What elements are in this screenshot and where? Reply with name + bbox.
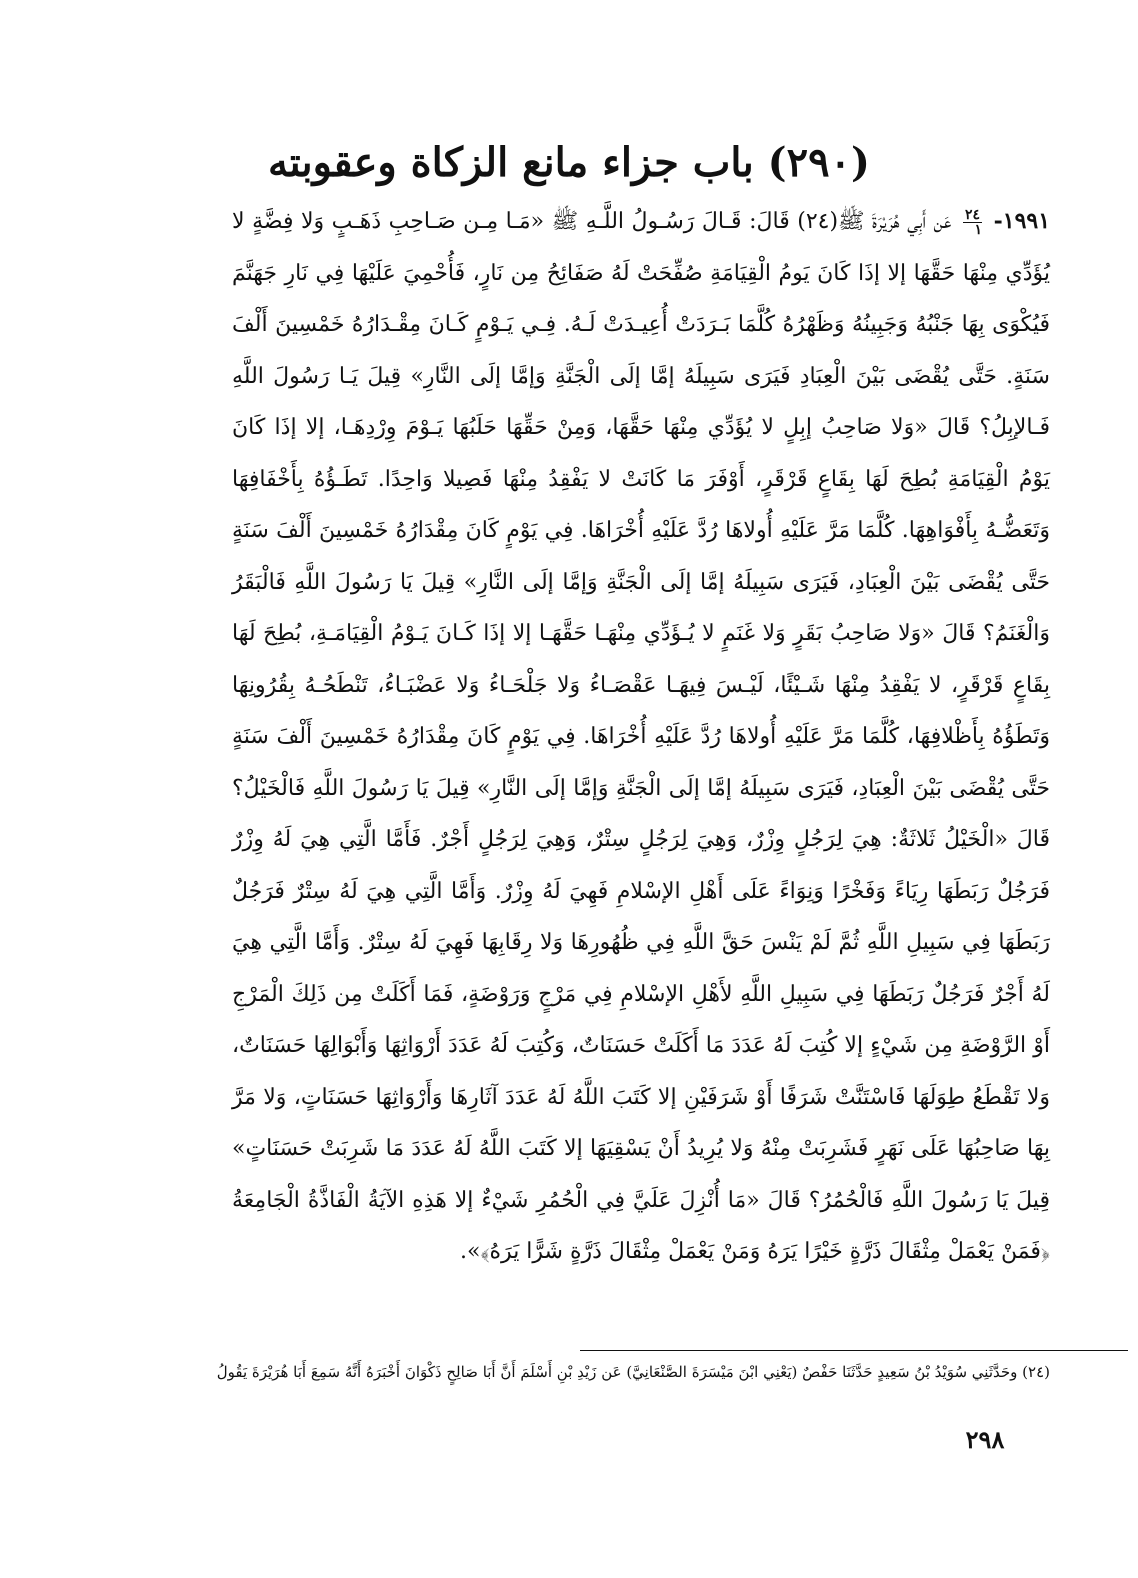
chapter-title: (٢٩٠) باب جزاء مانع الزكاة وعقوبته [268,138,870,186]
page-number: ٢٩٨ [965,1425,1005,1454]
footnote: (٢٤) وحَدَّثَنِي سُوَيْدُ بْنُ سَعِيدٍ حَدَّثَنَا حَفْصٌ (يَعْنِي ابْنَ مَيْسَرَةَ الصَّنْعَانِيَّ) عَن زَيْدِ بْنِ أَسْلَمَ أَنَّ أَبَا صَالِحٍ ذَكْوَانَ أَخْبَرَهُ أَنَّهُ سَمِعَ أَبَا هُرَيْرَةَ يَقُولُ [216,1363,1050,1381]
hadith-text: عَن أَبِي هُرَيْرَةَ ﷺ(٢٤) قَالَ: قَـالَ رَسُـولُ اللَّـهِ ﷺ «مَـا مِـن صَـاحِبِ ذَهَـبٍ وَلا فِضَّةٍ لا يُؤَدِّي مِنْهَا حَقَّهَا إلا إذَا كَانَ يَومُ الْقِيَامَةِ صُفِّحَتْ لَهُ صَفَائِحُ مِن نَارٍ، فَأُحْمِيَ عَلَيْهَا فِي نَارِ جَهَنَّمَ فَيُكْوَى بِهَا جَنْبُهُ وَجَبِينُهُ وَظَهْرُهُ كُلَّمَا بَـرَدَتْ أُعِيـدَتْ لَـهُ. فِـي يَـوْمٍ كَـانَ مِقْـدَارُهُ خَمْسِينَ أَلْفَ سَنَةٍ. حَتَّى يُقْضَى بَيْنَ الْعِبَادِ فَيَرَى سَبِيلَهُ إمَّا إلَى الْجَنَّةِ وَإمَّا إلَى النَّارِ» قِيلَ يَـا رَسُولَ اللَّهِ فَـالإبِلُ؟ قَالَ «وَلا صَاحِبُ إبِلٍ لا يُؤَدِّي مِنْهَا حَقَّهَا، وَمِنْ حَقِّهَا حَلَبُهَا يَـوْمَ وِرْدِهَـا، إلا إذَا كَانَ يَوْمُ الْقِيَامَةِ بُطِحَ لَهَا بِقَاعٍ قَرْقَرٍ، أَوْفَرَ مَا كَانَتْ لا يَفْقِدُ مِنْهَا فَصِيلا وَاحِدًا. تَطَـؤُهُ بِأَخْفَافِهَا وَتَعَضُّـهُ بِأَفْوَاهِهَا. كُلَّمَا مَرَّ عَلَيْهِ أُولاهَا رُدَّ عَلَيْهِ أُخْرَاهَا. فِي يَوْمٍ كَانَ مِقْدَارُهُ خَمْسِينَ أَلْفَ سَنَةٍ حَتَّى يُقْضَى بَيْنَ الْعِبَادِ، فَيَرَى سَبِيلَهُ إمَّا إلَى الْجَنَّةِ وَإمَّا إلَى النَّارِ» قِيلَ يَا رَسُولَ اللَّهِ فَالْبَقَرُ وَالْغَنَمُ؟ قَالَ «وَلا صَاحِبُ بَقَرٍ وَلا غَنَمٍ لا يُـؤَدِّي مِنْهَـا حَقَّهَـا إلا إذَا كَـانَ يَـوْمُ الْقِيَامَـةِ، بُطِحَ لَهَا بِقَاعٍ قَرْقَرٍ، لا يَفْقِدُ مِنْهَا شَـيْئًا، لَيْـسَ فِيهَـا عَقْصَـاءُ وَلا جَلْحَـاءُ وَلا عَضْبَـاءُ، تَنْطَحُـهُ بِقُرُونِهَا وَتَطَؤُهُ بِأَظْلافِهَا، كُلَّمَا مَرَّ عَلَيْهِ أُولاهَا رُدَّ عَلَيْهِ أُخْرَاهَا. فِي يَوْمٍ كَانَ مِقْدَارُهُ خَمْسِينَ أَلْفَ سَنَةٍ حَتَّى يُقْضَى بَيْنَ الْعِبَادِ، فَيَرَى سَبِيلَهُ إمَّا إلَى الْجَنَّةِ وَإمَّا إلَى النَّارِ» قِيلَ يَا رَسُولَ اللَّهِ فَالْخَيْلُ؟ قَالَ «الْخَيْلُ ثَلاثَةٌ: هِيَ لِرَجُلٍ وِزْرٌ، وَهِيَ لِرَجُلٍ سِتْرٌ، وَهِيَ لِرَجُلٍ أَجْرٌ. فَأَمَّا الَّتِي هِيَ لَهُ وِزْرٌ فَرَجُلٌ رَبَطَهَا رِيَاءً وَفَخْرًا وَنِوَاءً عَلَى أَهْلِ الإسْلامِ فَهِيَ لَهُ وِزْرٌ. وَأَمَّا الَّتِي هِيَ لَهُ سِتْرٌ فَرَجُلٌ رَبَطَهَا فِي سَبِيلِ اللَّهِ ثُمَّ لَمْ يَنْسَ حَقَّ اللَّهِ فِي ظُهُورِهَا وَلا رِقَابِهَا فَهِيَ لَهُ سِتْرٌ. وَأَمَّا الَّتِي هِيَ لَهُ أَجْرٌ فَرَجُلٌ رَبَطَهَا فِي سَبِيلِ اللَّهِ لأَهْلِ الإسْلامِ فِي مَرْجٍ وَرَوْضَةٍ، فَمَا أَكَلَتْ مِن ذَلِكَ الْمَرْجِ أَوْ الرَّوْضَةِ مِن شَيْءٍ إلا كُتِبَ لَهُ عَدَدَ مَا أَكَلَتْ حَسَنَاتٌ، وَكُتِبَ لَهُ عَدَدَ أَرْوَاثِهَا وَأَبْوَالِهَا حَسَنَاتٌ، وَلا تَقْطَعُ طِوَلَهَا فَاسْتَنَّتْ شَرَفًا أَوْ شَرَفَيْنِ إلا كَتَبَ اللَّهُ لَهُ عَدَدَ آثَارِهَا وَأَرْوَاثِهَا حَسَنَاتٍ، وَلا مَرَّ بِهَا صَاحِبُهَا عَلَى نَهَرٍ فَشَرِبَتْ مِنْهُ وَلا يُرِيدُ أَنْ يَسْقِيَهَا إلا كَتَبَ اللَّهُ لَهُ عَدَدَ مَا شَرِبَتْ حَسَنَاتٍ» قِيلَ يَا رَسُولَ اللَّهِ فَالْحُمُرُ؟ قَالَ «مَا أُنْزِلَ عَلَيَّ فِي الْحُمُرِ شَيْءٌ إلا هَذِهِ الآيَةُ الْفَاذَّةُ الْجَامِعَةُ ﴿فَمَنْ يَعْمَلْ مِثْقَالَ ذَرَّةٍ خَيْرًا يَرَهُ وَمَنْ يَعْمَلْ مِثْقَالَ ذَرَّةٍ شَرًّا يَرَهُ﴾». [232,209,1050,1264]
hadith-number: ١٩٩١- [993,208,1051,234]
hadith-reference-denominator: ١ [974,221,983,238]
hadith-body [232,196,1050,1278]
footnote-divider [580,1350,1128,1351]
hadith-reference-numerator: ٢٤ [965,206,981,223]
hadith-reference [963,208,982,237]
